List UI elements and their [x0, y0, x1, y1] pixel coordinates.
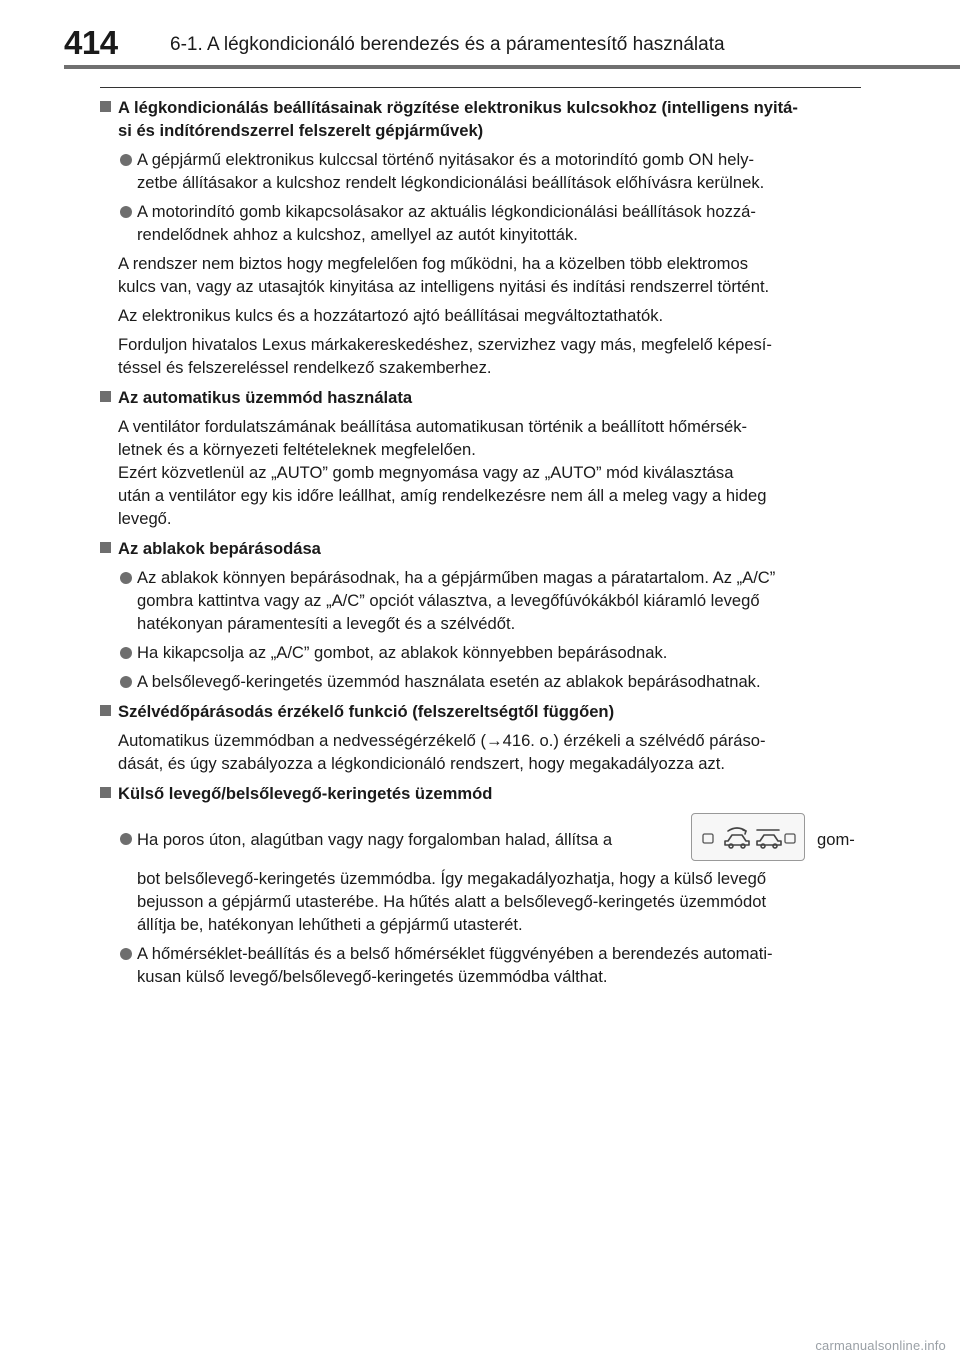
air-recirculation-button-icon: [691, 813, 805, 861]
section-heading: Szélvédőpárásodás érzékelő funkció (felszereltségtől függően): [100, 700, 865, 723]
paragraph: A ventilátor fordulatszámának beállítása automatikusan történik a beállított hőmérsék- letnek és a környezeti feltételeknek megfelelően. Ezért közvetlenül az „AUTO” gomb megnyomása vagy az „AUTO” mód kiválasztása után a ventilátor egy kis időre leállhat, amíg rendelkezésre nem áll a meleg vagy a hideg levegő.: [118, 417, 767, 528]
section-key-settings: [100, 96, 865, 379]
section-auto-mode: [100, 386, 865, 530]
bullet-text: Ha poros úton, alagútban vagy nagy forgalomban halad, állítsa a: [137, 830, 613, 849]
round-bullet-icon: [120, 948, 132, 960]
round-bullet-icon: [120, 647, 132, 659]
paragraph: Forduljon hivatalos Lexus márkakereskedéshez, szervizhez vagy más, megfelelő képesí- téssel és felszereléssel rendelkező szakemberhez.: [118, 335, 772, 377]
watermark: carmanualsonline.info: [815, 1338, 946, 1353]
content-top-rule: [100, 87, 861, 88]
bullet-item: A motorindító gomb kikapcsolásakor az aktuális légkondicionálási beállítások hozzá- rendelődnek ahhoz a kulcshoz, amellyel az autót kinyitották.: [100, 200, 865, 246]
section-windshield-fog-sensor: [100, 700, 865, 775]
bullet-text-continuation: gom-: [817, 830, 855, 849]
bullet-item: A hőmérséklet-beállítás és a belső hőmérséklet függvényében a berendezés automati- kusan külső levegő/belsőlevegő-keringetés üzemmódba válthat.: [100, 942, 865, 988]
section-window-fogging: [100, 537, 865, 693]
square-bullet-icon: [100, 787, 111, 798]
header-rule: [64, 65, 960, 69]
bullet-item: Az ablakok könnyen bepárásodnak, ha a gépjárműben magas a páratartalom. Az „A/C” gombra kattintva vagy az „A/C” opciót választva, a levegőfúvókákból kiáramló levegő hatékonyan páramentesíti a levegőt és a szélvédőt.: [100, 566, 865, 635]
page-content: [100, 96, 865, 995]
round-bullet-icon: [120, 676, 132, 688]
round-bullet-icon: [120, 154, 132, 166]
square-bullet-icon: [100, 542, 111, 553]
paragraph: A rendszer nem biztos hogy megfelelően fog működni, ha a közelben több elektromos kulcs van, vagy az utasajtók kinyitása az intelligens nyitási és indítási rendszerrel történt.: [118, 254, 770, 296]
bullet-item: A belsőlevegő-keringetés üzemmód használata esetén az ablakok bepárásodhatnak.: [100, 670, 865, 693]
square-bullet-icon: [100, 705, 111, 716]
section-recirculation-mode: [100, 782, 865, 988]
bullet-item: Ha kikapcsolja az „A/C” gombot, az ablakok könnyebben bepárásodnak.: [100, 641, 865, 664]
square-bullet-icon: [100, 391, 111, 402]
round-bullet-icon: [120, 833, 132, 845]
section-heading: A légkondicionálás beállításainak rögzítése elektronikus kulcsokhoz (intelligens nyitá- si és indítórendszerrel felszerelt gépjárművek): [100, 96, 865, 142]
round-bullet-icon: [120, 572, 132, 584]
section-heading: Külső levegő/belsőlevegő-keringetés üzemmód: [100, 782, 865, 805]
section-heading: Az automatikus üzemmód használata: [100, 386, 865, 409]
bullet-item: A gépjármű elektronikus kulccsal történő nyitásakor és a motorindító gomb ON hely- zetbe állításakor a kulcshoz rendelt légkondicionálási beállítások előhívásra kerülnek.: [100, 148, 865, 194]
page-number: 414: [64, 24, 118, 61]
bullet-item-continuation: bot belsőlevegő-keringetés üzemmódba. Így megakadályozhatja, hogy a külső levegő bejusson a gépjármű utasterébe. Ha hűtés alatt a belsőlevegő-keringetés üzemmódot állítja be, hatékonyan lehűtheti a gépjármű utasterét.: [137, 869, 767, 934]
square-bullet-icon: [100, 101, 111, 112]
page-header: [64, 24, 960, 72]
bullet-item-with-icon: [100, 813, 865, 867]
paragraph: Automatikus üzemmódban a nedvességérzékelő (→416. o.) érzékeli a szélvédő páráso- dását, és úgy szabályozza a légkondicionáló rendszert, hogy megakadályozza azt.: [118, 731, 766, 773]
round-bullet-icon: [120, 206, 132, 218]
chapter-title: 6-1. A légkondicionáló berendezés és a páramentesítő használata: [170, 34, 725, 55]
section-heading: Az ablakok bepárásodása: [100, 537, 865, 560]
paragraph: Az elektronikus kulcs és a hozzátartozó ajtó beállításai megváltoztathatók.: [118, 306, 664, 325]
